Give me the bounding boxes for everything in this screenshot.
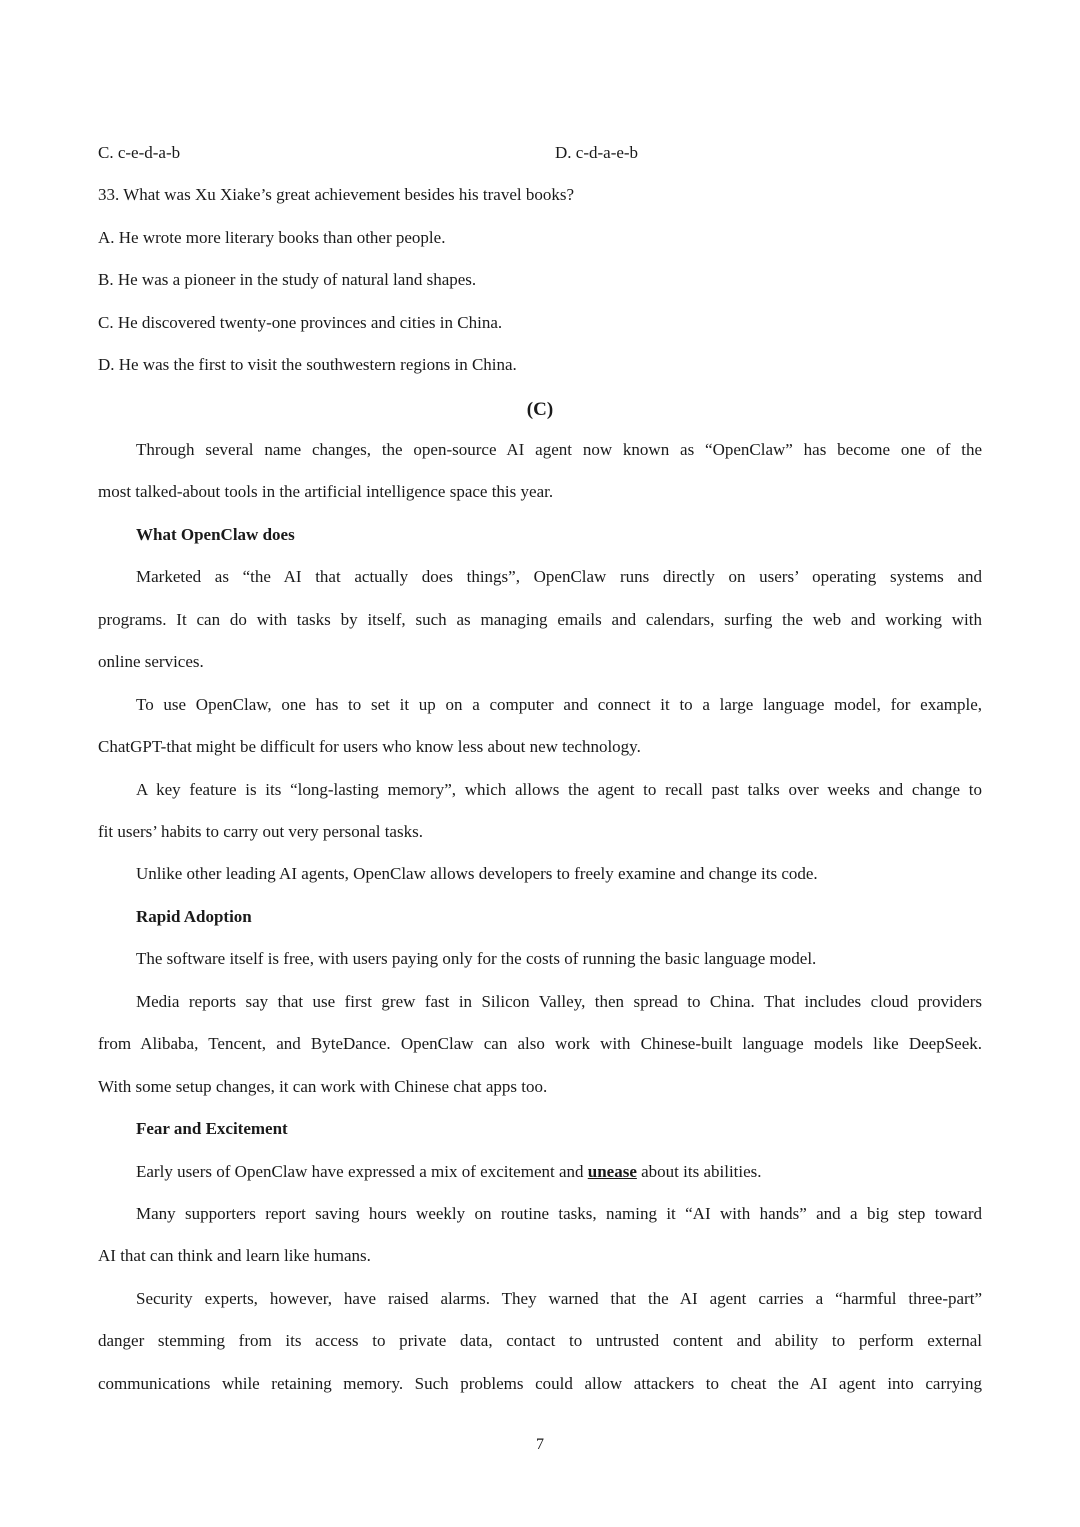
paragraph-2-line-1: To use OpenClaw, one has to set it up on a computer and connect it to a large language model, for example, [136, 695, 982, 714]
question-33-stem: 33. What was Xu Xiake’s great achievement besides his travel books? [98, 185, 575, 204]
paragraph-9-line-3: communications while retaining memory. Such problems could allow attackers to cheat the AI agent into carrying [98, 1374, 982, 1393]
question-33-option-b: B. He was a pioneer in the study of natural land shapes. [98, 270, 477, 289]
paragraph-2-line-2: ChatGPT-that might be difficult for users who know less about new technology. [98, 737, 641, 756]
paragraph-4: Unlike other leading AI agents, OpenClaw allows developers to freely examine and change its code. [136, 864, 818, 883]
paragraph-9-line-1: Security experts, however, have raised alarms. They warned that the AI agent carries a “harmful three-part” [136, 1289, 982, 1308]
intro-line-2: most talked-about tools in the artificial intelligence space this year. [98, 482, 554, 501]
paragraph-7-start: Early users of OpenClaw have expressed a mix of excitement and [136, 1162, 588, 1181]
underlined-word-unease: unease [587, 1162, 637, 1181]
paragraph-1-line-2: programs. It can do with tasks by itself, such as managing emails and calendars, surfing the web and working with [98, 610, 982, 629]
paragraph-7-end: about its abilities. [636, 1162, 762, 1181]
question-33-option-d: D. He was the first to visit the southwestern regions in China. [98, 355, 517, 374]
paragraph-9-line-2: danger stemming from its access to private data, contact to untrusted content and ability to perform external [98, 1331, 982, 1350]
paragraph-8-line-1: Many supporters report saving hours weekly on routine tasks, naming it “AI with hands” and a big step toward [136, 1204, 982, 1223]
paragraph-6-line-1: Media reports say that use first grew fast in Silicon Valley, then spread to China. That includes cloud providers [136, 992, 982, 1011]
paragraph-5: The software itself is free, with users paying only for the costs of running the basic language model. [136, 949, 817, 968]
question-33-option-c: C. He discovered twenty-one provinces and cities in China. [98, 313, 503, 332]
paragraph-3-line-2: fit users’ habits to carry out very personal tasks. [98, 822, 423, 841]
paragraph-7 [136, 1162, 982, 1182]
paragraph-1-line-3: online services. [98, 652, 204, 671]
option-d-previous: D. c-d-a-e-b [555, 143, 639, 162]
section-label: (C) [526, 399, 554, 420]
paragraph-6-line-2: from Alibaba, Tencent, and ByteDance. OpenClaw can also work with Chinese-built language models like DeepSeek. [98, 1034, 982, 1053]
question-33-option-a: A. He wrote more literary books than other people. [98, 228, 446, 247]
heading-fear-and-excitement: Fear and Excitement [136, 1119, 288, 1138]
paragraph-6-line-3: With some setup changes, it can work with Chinese chat apps too. [98, 1077, 548, 1096]
heading-rapid-adoption: Rapid Adoption [136, 907, 252, 926]
paragraph-3-line-1: A key feature is its “long-lasting memory”, which allows the agent to recall past talks over weeks and change to [136, 780, 982, 799]
paragraph-1-line-1: Marketed as “the AI that actually does things”, OpenClaw runs directly on users’ operating systems and [136, 567, 982, 586]
intro-line-1: Through several name changes, the open-source AI agent now known as “OpenClaw” has become one of the [136, 440, 982, 459]
option-c-previous: C. c-e-d-a-b [98, 143, 181, 162]
paragraph-8-line-2: AI that can think and learn like humans. [98, 1246, 371, 1265]
page-number: 7 [536, 1436, 544, 1453]
heading-what-openclaw-does: What OpenClaw does [136, 525, 295, 544]
